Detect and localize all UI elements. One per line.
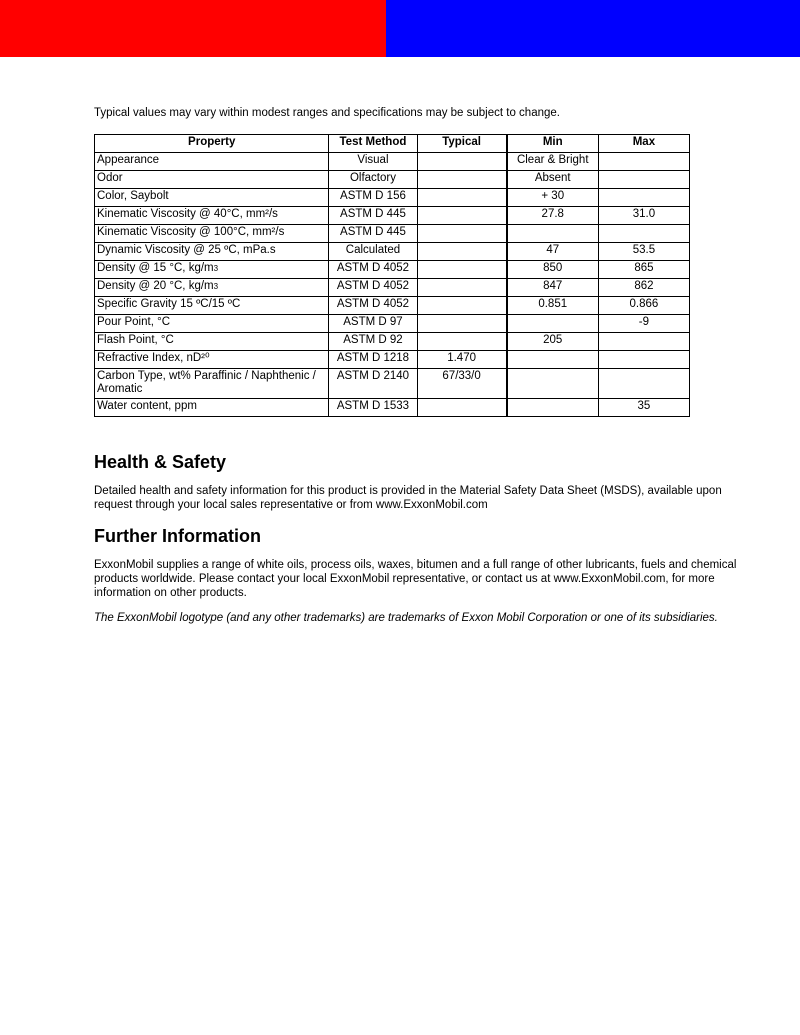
cell-min: Clear & Bright	[507, 153, 598, 171]
cell-property: Kinematic Viscosity @ 40°C, mm²/s	[95, 207, 329, 225]
table-row	[95, 261, 690, 279]
header-max: Max	[598, 135, 689, 153]
cell-typical	[417, 399, 506, 417]
cell-min	[507, 351, 598, 369]
cell-property: Pour Point, °C	[95, 315, 329, 333]
cell-min: 850	[507, 261, 598, 279]
cell-max: 53.5	[598, 243, 689, 261]
cell-test-method: ASTM D 4052	[329, 261, 417, 279]
cell-property: Refractive Index, nD²⁰	[95, 351, 329, 369]
cell-property: Specific Gravity 15 ºC/15 ºC	[95, 297, 329, 315]
cell-typical	[417, 207, 506, 225]
table-row	[95, 279, 690, 297]
table-row	[95, 369, 690, 399]
cell-typical	[417, 225, 506, 243]
cell-typical	[417, 315, 506, 333]
cell-max: 865	[598, 261, 689, 279]
table-row	[95, 207, 690, 225]
table-row	[95, 315, 690, 333]
header-band-red	[0, 0, 386, 57]
cell-typical	[417, 297, 506, 315]
cell-max	[598, 225, 689, 243]
cell-max: 31.0	[598, 207, 689, 225]
table-row	[95, 243, 690, 261]
cell-test-method: ASTM D 4052	[329, 279, 417, 297]
table-row	[95, 153, 690, 171]
header-min: Min	[507, 135, 598, 153]
cell-typical: 67/33/0	[417, 369, 506, 399]
table-row	[95, 297, 690, 315]
health-safety-heading: Health & Safety	[94, 452, 227, 472]
cell-typical	[417, 189, 506, 207]
cell-min: 847	[507, 279, 598, 297]
cell-test-method: ASTM D 2140	[329, 369, 417, 399]
cell-min	[507, 369, 598, 399]
cell-property: Flash Point, °C	[95, 333, 329, 351]
cell-min	[507, 225, 598, 243]
properties-table	[94, 134, 690, 417]
health-safety-text: Detailed health and safety information for this product is provided in the Material Safety Data Sheet (MSDS), available upon request through your local sales representative or from www.ExxonMobil.com	[94, 485, 722, 511]
cell-property: Odor	[95, 171, 329, 189]
cell-test-method: ASTM D 1533	[329, 399, 417, 417]
table-body	[95, 153, 690, 417]
cell-test-method: Visual	[329, 153, 417, 171]
cell-test-method: ASTM D 156	[329, 189, 417, 207]
cell-typical: 1.470	[417, 351, 506, 369]
cell-test-method: ASTM D 97	[329, 315, 417, 333]
cell-max: 35	[598, 399, 689, 417]
cell-typical	[417, 171, 506, 189]
cell-max: -9	[598, 315, 689, 333]
header-band-blue	[386, 0, 800, 57]
further-information-text: ExxonMobil supplies a range of white oils, process oils, waxes, bitumen and a full range of other lubricants, fuels and chemical products worldwide. Please contact your local ExxonMobil representative, or contact us at www.ExxonMobil.com, for more information on other products.	[94, 559, 737, 599]
cell-typical	[417, 243, 506, 261]
cell-min	[507, 399, 598, 417]
cell-max: 862	[598, 279, 689, 297]
cell-min: 27.8	[507, 207, 598, 225]
cell-typical	[417, 153, 506, 171]
cell-min	[507, 315, 598, 333]
cell-max	[598, 171, 689, 189]
cell-max	[598, 189, 689, 207]
cell-property: Kinematic Viscosity @ 100°C, mm²/s	[95, 225, 329, 243]
cell-min: 205	[507, 333, 598, 351]
header-test-method: Test Method	[329, 135, 417, 153]
cell-property: Appearance	[95, 153, 329, 171]
cell-property: Density @ 20 °C, kg/m3	[95, 279, 329, 297]
cell-typical	[417, 333, 506, 351]
cell-min: 0.851	[507, 297, 598, 315]
document-body	[94, 107, 744, 625]
header-typical: Typical	[417, 135, 506, 153]
trademark-notice: The ExxonMobil logotype (and any other trademarks) are trademarks of Exxon Mobil Corporation or one of its subsidiaries.	[94, 612, 718, 624]
table-row	[95, 333, 690, 351]
cell-max	[598, 153, 689, 171]
cell-test-method: ASTM D 445	[329, 207, 417, 225]
cell-max	[598, 351, 689, 369]
cell-property: Color, Saybolt	[95, 189, 329, 207]
table-row	[95, 189, 690, 207]
table-header-row	[95, 135, 690, 153]
cell-property: Density @ 15 °C, kg/m3	[95, 261, 329, 279]
cell-min: 47	[507, 243, 598, 261]
cell-property: Dynamic Viscosity @ 25 ºC, mPa.s	[95, 243, 329, 261]
cell-test-method: ASTM D 4052	[329, 297, 417, 315]
header-property: Property	[95, 135, 329, 153]
cell-test-method: ASTM D 445	[329, 225, 417, 243]
table-row	[95, 225, 690, 243]
cell-typical	[417, 261, 506, 279]
table-row	[95, 351, 690, 369]
cell-min: + 30	[507, 189, 598, 207]
table-row	[95, 171, 690, 189]
cell-property: Carbon Type, wt% Paraffinic / Naphthenic / Aromatic	[95, 369, 329, 399]
table-row	[95, 399, 690, 417]
cell-test-method: Calculated	[329, 243, 417, 261]
further-information-heading: Further Information	[94, 526, 261, 546]
cell-test-method: ASTM D 1218	[329, 351, 417, 369]
intro-note: Typical values may vary within modest ranges and specifications may be subject to change.	[94, 107, 560, 119]
cell-typical	[417, 279, 506, 297]
cell-max	[598, 333, 689, 351]
cell-property: Water content, ppm	[95, 399, 329, 417]
cell-max	[598, 369, 689, 399]
cell-test-method: Olfactory	[329, 171, 417, 189]
cell-min: Absent	[507, 171, 598, 189]
cell-max: 0.866	[598, 297, 689, 315]
cell-test-method: ASTM D 92	[329, 333, 417, 351]
